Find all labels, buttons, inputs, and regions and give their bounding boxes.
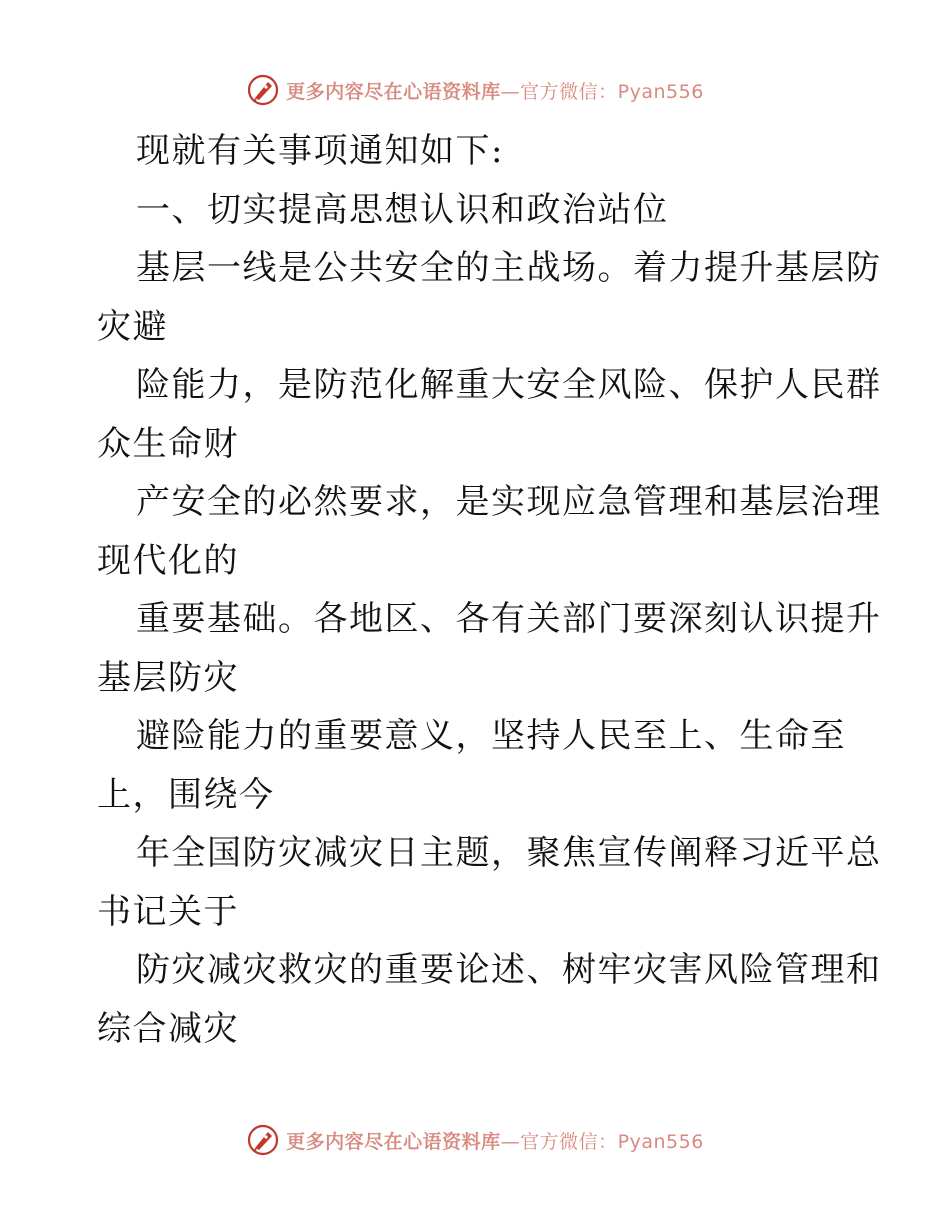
header-banner-wechat: 官方微信：Pyan556 <box>520 80 704 103</box>
pen-nib-logo-icon <box>246 1123 280 1157</box>
body-line: 灾避 <box>97 306 168 347</box>
body-line: 书记关于 <box>97 891 239 932</box>
pen-nib-logo-icon <box>246 73 280 107</box>
footer-banner-text: 更多内容尽在心语资料库 <box>286 1130 501 1153</box>
body-line: 现就有关事项通知如下: <box>136 131 504 171</box>
section-heading: 一、切实提高思想认识和政治站位 <box>136 189 669 230</box>
footer-banner-wechat: 官方微信：Pyan556 <box>520 1130 704 1153</box>
body-line: 基层一线是公共安全的主战场。着力提升基层防 <box>136 248 882 288</box>
body-line: 防灾减灾救灾的重要论述、树牢灾害风险管理和 <box>136 950 882 990</box>
body-line: 年全国防灾减灾日主题，聚焦宣传阐释习近平总 <box>136 833 882 873</box>
body-line: 基层防灾 <box>97 657 239 698</box>
footer-watermark-banner <box>0 1120 950 1160</box>
body-line: 重要基础。各地区、各有关部门要深刻认识提升 <box>136 599 882 639</box>
body-line: 上，围绕今 <box>97 774 275 815</box>
body-line: 险能力，是防范化解重大安全风险、保护人民群 <box>136 365 882 405</box>
footer-banner-dash: — <box>500 1130 521 1153</box>
header-watermark-banner <box>0 70 950 110</box>
body-line: 众生命财 <box>97 423 239 464</box>
body-line: 避险能力的重要意义，坚持人民至上、生命至 <box>136 716 846 756</box>
document-body <box>97 122 882 1058</box>
body-line: 现代化的 <box>97 540 239 581</box>
header-banner-dash: — <box>500 80 521 103</box>
body-line: 综合减灾 <box>97 1008 239 1049</box>
body-line: 产安全的必然要求，是实现应急管理和基层治理 <box>136 482 882 522</box>
header-banner-text: 更多内容尽在心语资料库 <box>286 80 501 103</box>
